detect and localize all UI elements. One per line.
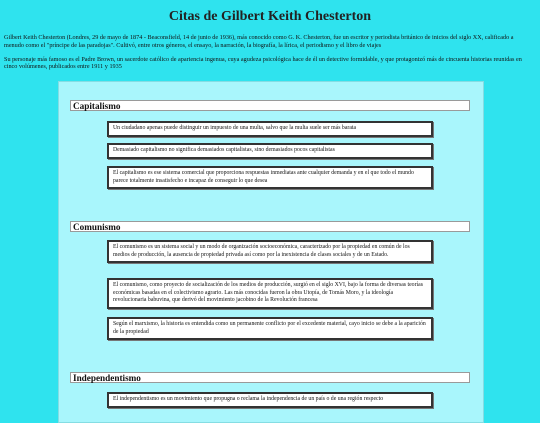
quote-box: El comunismo, como proyecto de socialización de los medios de producción, surgió en el siglo XVI, bajo la forma de diversas teorías económicas basadas en el colectivismo agrario. Las más conocidas fueron la obra Utopía, de Tomás Moro, y la ideología revolucionaria babuvina, que derivó del movimiento jacobino de la Revolución francesa (107, 278, 433, 309)
quote-box: El independentismo es un movimiento que propugna o reclama la independencia de un país o de una región respecto (107, 392, 433, 408)
section-heading-comunismo: Comunismo (70, 221, 470, 232)
intro-paragraph: Gilbert Keith Chesterton (Londres, 29 de mayo de 1874 - Beaconsfield, 14 de junio de 1936), más conocido como G. K. Chesterton, fue un escritor y periodista británico de inicios del siglo XX, calificado a menudo como el "príncipe de las paradojas". Cultivó, entre otros géneros, el ensayo, la narración, la biografía, la lírica, el periodismo y el libro de viajes (4, 34, 514, 49)
section-heading-independentismo: Independentismo (70, 372, 470, 383)
intro-paragraph: Su personaje más famoso es el Padre Brown, un sacerdote católico de apariencia ingenua, cuya agudeza psicológica hace de él un detective formidable, y que protagonizó más de cincuenta historias reunidas en cinco volúmenes, publicados entre 1911 y 1935 (4, 55, 522, 71)
quote-box: Demasiado capitalismo no significa demasiados capitalistas, sino demasiados pocos capitalistas (107, 143, 433, 159)
page-title: Citas de Gilbert Keith Chesterton (168, 9, 372, 24)
quote-box: Según el marxismo, la historia es entendida como un permanente conflicto por el excedente material, cayo inicio se debe a la aparición de la propiedad (107, 317, 433, 340)
quote-box: El capitalismo es ese sistema comercial que proporciona respuestas inmediatas ante cualquier demanda y en el que todo el mundo parece totalmente insatisfecho e incapaz de conseguir lo que desea (107, 166, 433, 189)
intro (4, 34, 534, 71)
quotes-panel (58, 81, 484, 423)
section-heading-capitalismo: Capitalismo (70, 100, 470, 111)
quote-box: Un ciudadano apenas puede distinguir un impuesto de una multa, salvo que la multa suele ser más barata (107, 121, 433, 137)
quote-box: El comunismo es un sistema social y un modo de organización socioeconómica, caracterizado por la propiedad en común de los medios de producción, la ausencia de propiedad privada así como por la inexistencia de clases sociales y de un Estado. (107, 240, 433, 263)
